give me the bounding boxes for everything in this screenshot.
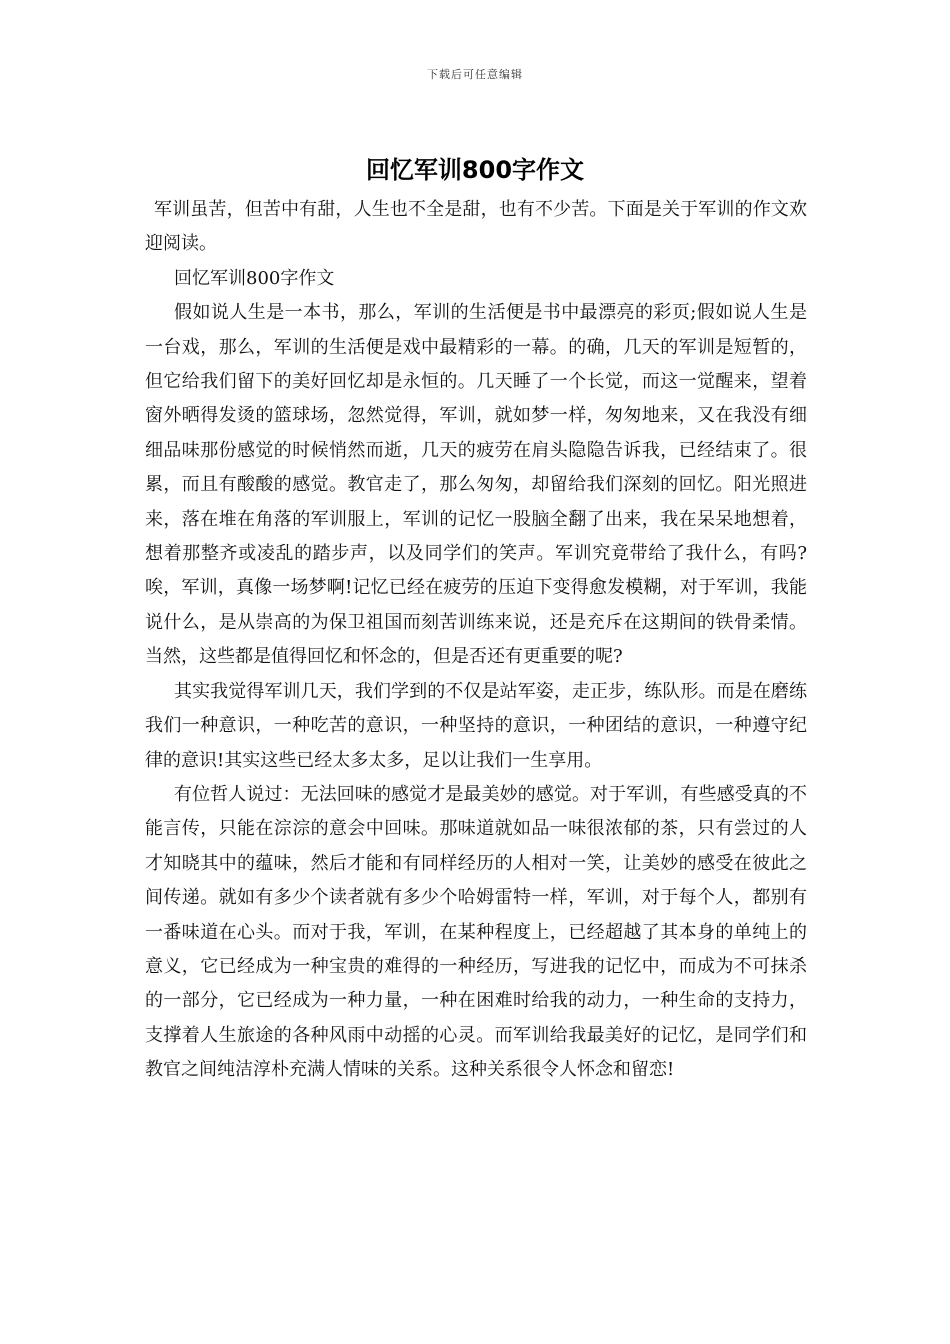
document-title: 回忆军训800字作文 bbox=[365, 156, 585, 184]
subtitle-paragraph: 回忆军训800字作文 bbox=[174, 267, 335, 289]
intro-paragraph: 军训虽苦，但苦中有甜，人生也不全是甜，也有不少苦。下面是关于军训的作文欢迎阅读。 bbox=[145, 199, 807, 255]
body-paragraph-1: 假如说人生是一本书，那么，军训的生活便是书中最漂亮的彩页;假如说人生是一台戏，那么，军训的生活便是戏中最精彩的一幕。的确，几天的军训是短暂的，但它给我们留下的美好回忆却是永恒的。几天睡了一个长觉，而这一觉醒来，望着窗外晒得发烫的篮球场，忽然觉得，军训，就如梦一样，匆匆地来，又在我没有细细品味那份感觉的时候悄然而逝，几天的疲劳在肩头隐隐告诉我，已经结束了。很累，而且有酸酸的感觉。教官走了，那么匆匆，却留给我们深刻的回忆。阳光照进来，落在堆在角落的军训服上，军训的记忆一股脑全翻了出来，我在呆呆地想着，想着那整齐或凌乱的踏步声，以及同学们的笑声。军训究竟带给了我什么，有吗?唉，军训，真像一场梦啊!记忆已经在疲劳的压迫下变得愈发模糊，对于军训，我能说什么，是从崇高的为保卫祖国而刻苦训练来说，还是充斥在这期间的铁骨柔情。当然，这些都是值得回忆和怀念的，但是否还有更重要的呢? bbox=[145, 302, 807, 668]
body-paragraph-2: 其实我觉得军训几天，我们学到的不仅是站军姿，走正步，练队形。而是在磨练我们一种意识，一种吃苦的意识，一种坚持的意识，一种团结的意识，一种遵守纪律的意识!其实这些已经太多太多，足以让我们一生享用。 bbox=[145, 680, 807, 771]
header-note: 下载后可任意编辑 bbox=[427, 68, 523, 81]
document-body bbox=[145, 193, 807, 1088]
body-paragraph-3: 有位哲人说过：无法回味的感觉才是最美妙的感觉。对于军训，有些感受真的不能言传，只能在淙淙的意会中回味。那味道就如品一味很浓郁的茶，只有尝过的人才知晓其中的蕴味，然后才能和有同样经历的人相对一笑，让美妙的感受在彼此之间传递。就如有多少个读者就有多少个哈姆雷特一样，军训，对于每个人，都别有一番味道在心头。而对于我，军训，在某种程度上，已经超越了其本身的单纯上的意义，它已经成为一种宝贵的难得的一种经历，写进我的记忆中，而成为不可抹杀的一部分，它已经成为一种力量，一种在困难时给我的动力，一种生命的支持力，支撑着人生旅途的各种风雨中动摇的心灵。而军训给我最美好的记忆，是同学们和教官之间纯洁淳朴充满人情味的关系。这种关系很令人怀念和留恋! bbox=[145, 783, 807, 1081]
